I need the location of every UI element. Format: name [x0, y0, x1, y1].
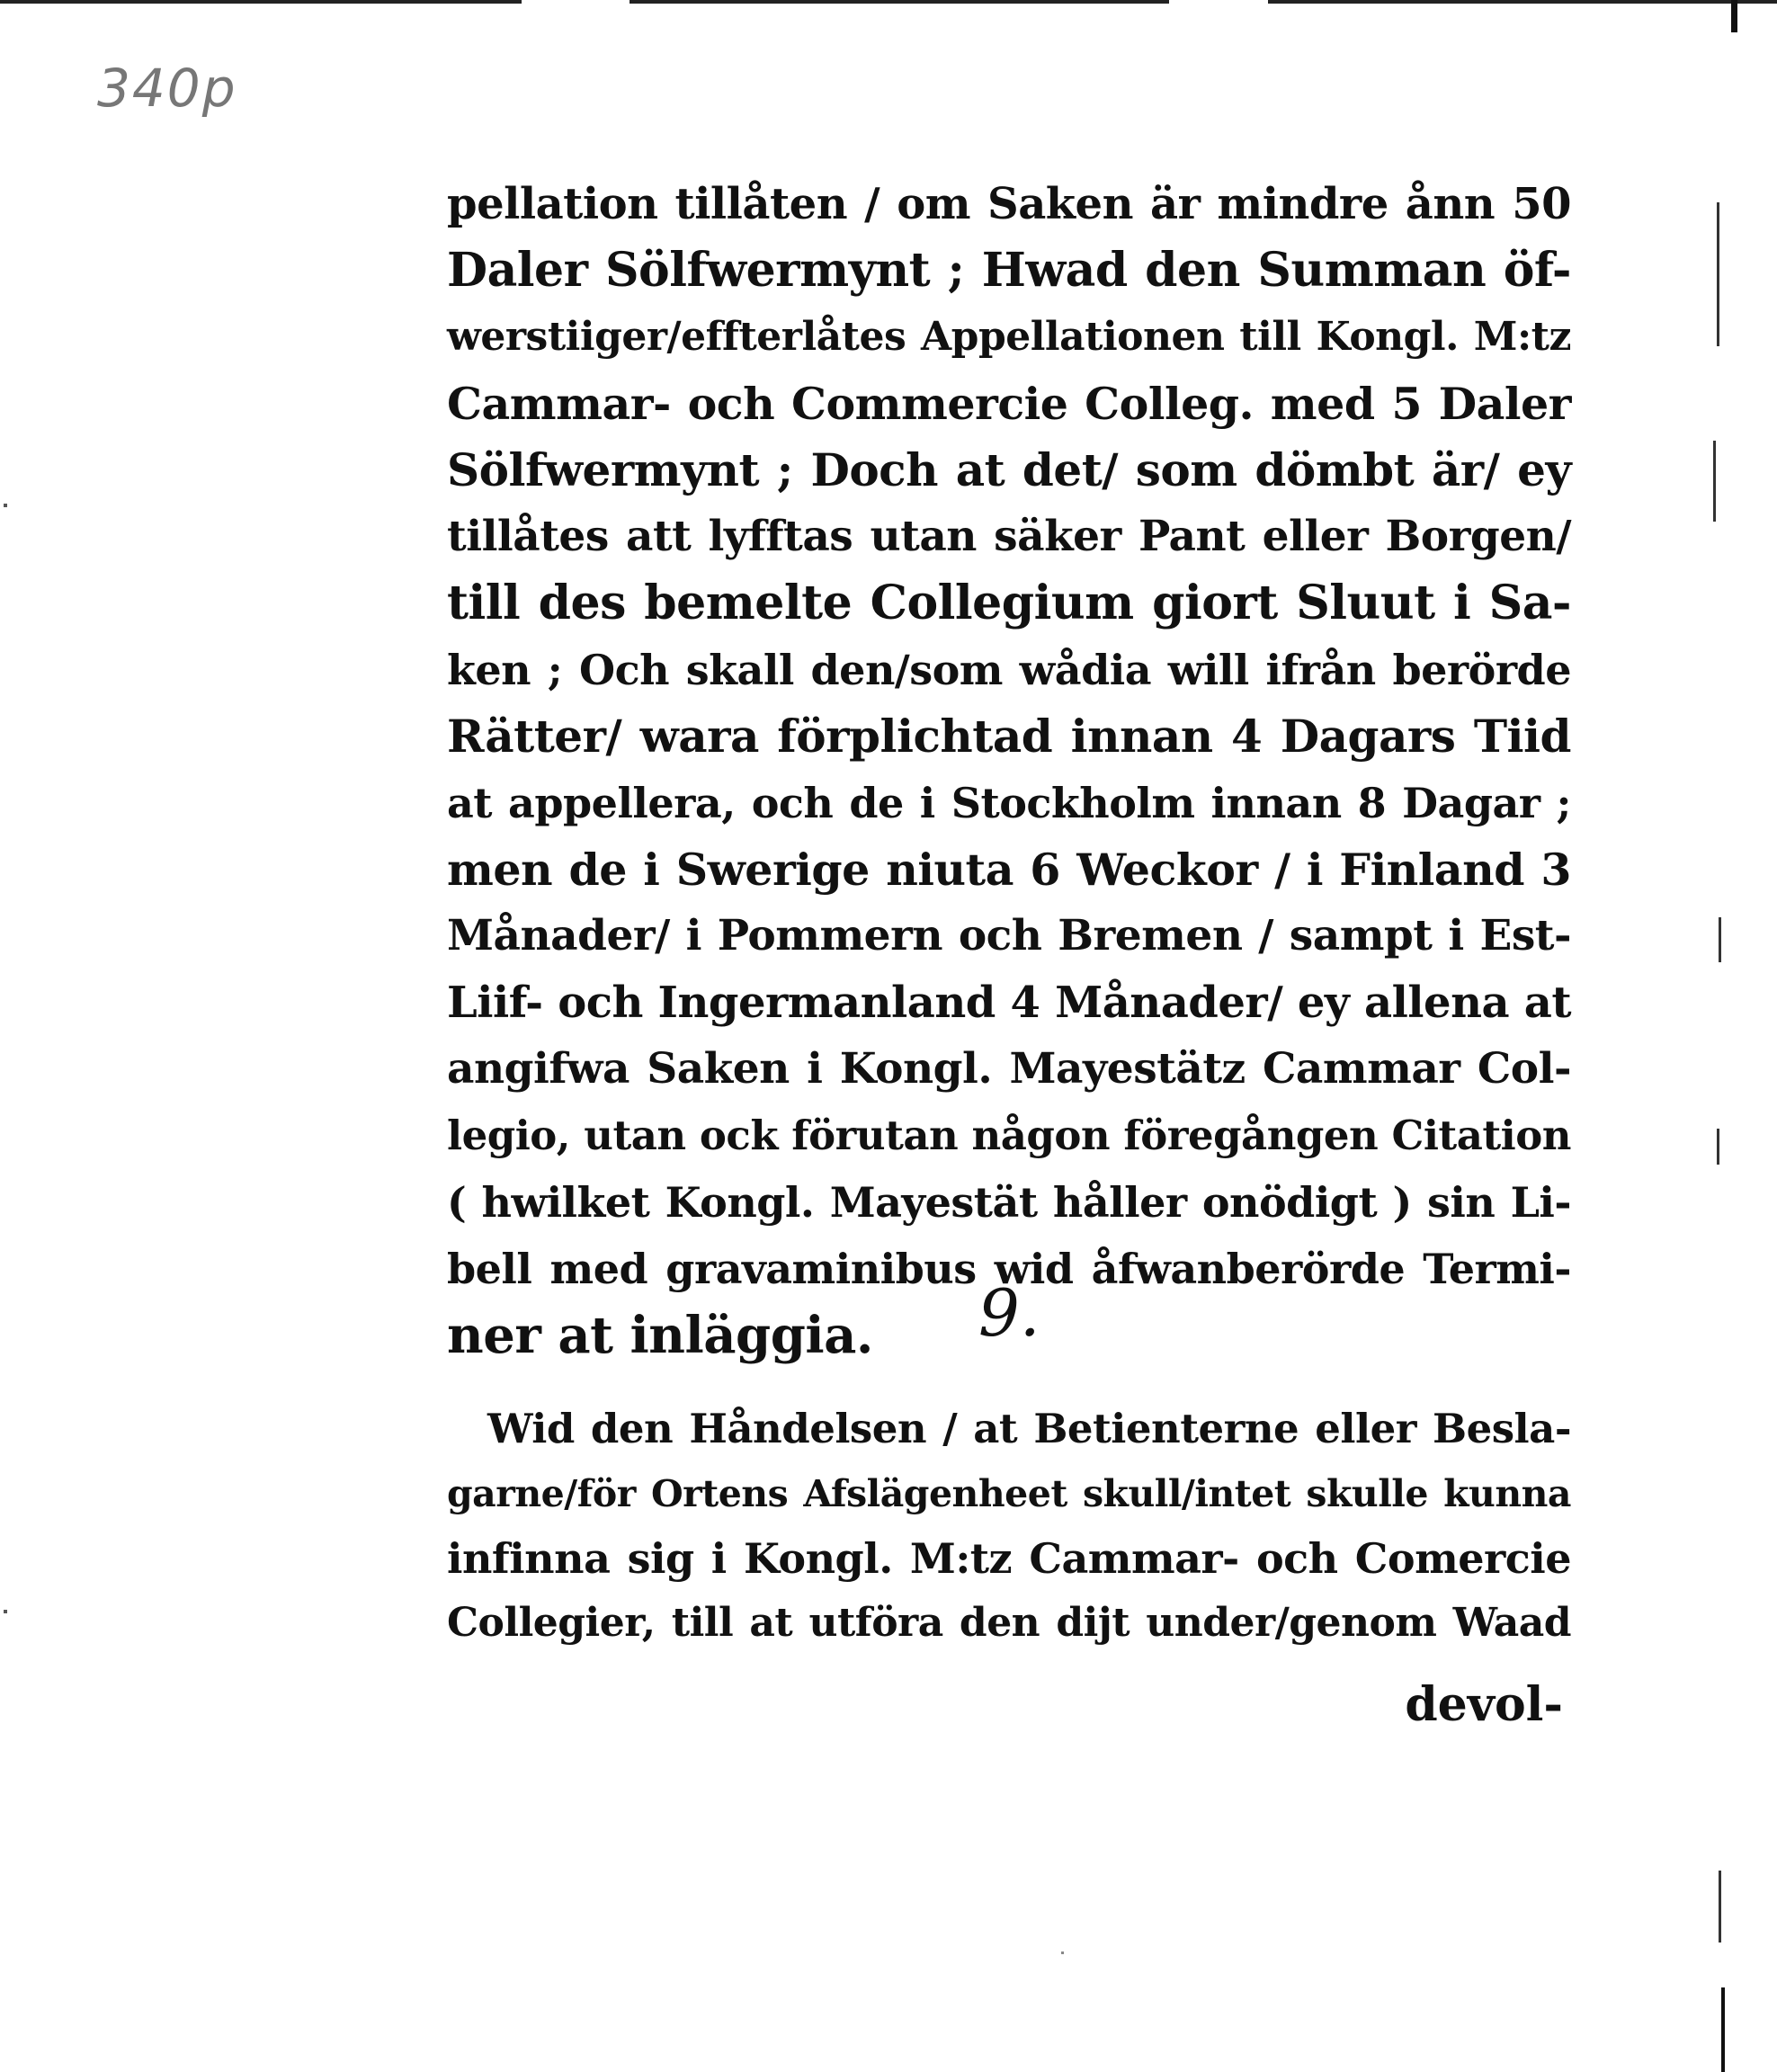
page-top-border: [0, 0, 1777, 4]
border-gap: [1169, 0, 1268, 4]
text-line: Wid den Håndelsen / at Betienterne eller Besla-: [487, 1405, 1571, 1452]
scan-speck: [4, 1610, 7, 1613]
text-line: Månader/ i Pommern och Bremen / sampt i Est-: [447, 911, 1571, 960]
margin-line: [1717, 202, 1719, 346]
text-line: Liif- och Ingermanland 4 Månader/ ey allena at: [447, 978, 1571, 1028]
text-line: pellation tillåten / om Saken är mindre ånn 50: [447, 179, 1571, 229]
text-line: ken ; Och skall den/som wådia will ifrån berörde: [447, 646, 1571, 694]
margin-line: [1719, 1871, 1721, 1942]
text-line: ner at inläggia.: [447, 1306, 873, 1365]
text-line: ( hwilket Kongl. Mayestät håller onödigt ) sin Li-: [447, 1178, 1571, 1227]
corner-mark: [1731, 0, 1737, 32]
scan-speck: [1061, 1951, 1064, 1954]
margin-line: [1721, 1987, 1725, 2072]
margin-line: [1719, 917, 1721, 962]
text-line: men de i Swerige niuta 6 Weckor / i Finland 3: [447, 844, 1571, 896]
text-line: garne/för Ortens Afslägenheet skull/intet skulle kunna: [447, 1472, 1571, 1515]
text-line: Daler Sölfwermynt ; Hwad den Summan öf-: [447, 243, 1571, 298]
text-line: angifwa Saken i Kongl. Mayestätz Cammar Col-: [447, 1044, 1571, 1094]
margin-line: [1713, 441, 1716, 522]
text-line: at appellera, och de i Stockholm innan 8 Dagar ;: [447, 779, 1571, 827]
text-line: infinna sig i Kongl. M:tz Cammar- och Comercie: [447, 1534, 1571, 1583]
paragraph-1: [447, 171, 1571, 1369]
text-line: till des bemelte Collegium giort Sluut i Sa-: [447, 576, 1571, 630]
text-line: Sölfwermynt ; Doch at det/ som dömbt är/ ey: [447, 443, 1571, 496]
text-line: Collegier, till at utföra den dijt under/genom Waad: [447, 1600, 1571, 1646]
scan-speck: [4, 504, 7, 507]
text-line: Rätter/ wara förplichtad innan 4 Dagars Tiid: [447, 710, 1571, 763]
paragraph-2: [447, 1397, 1571, 1656]
border-gap: [522, 0, 630, 4]
handwritten-shelf-mark: 340p: [97, 58, 237, 119]
text-line: werstiiger/effterlåtes Appellationen till Kongl. M:tz: [447, 314, 1571, 360]
text-line: tillåtes att lyfftas utan säker Pant eller Borgen/: [447, 512, 1571, 561]
margin-line: [1717, 1129, 1719, 1165]
text-line: legio, utan ock förutan någon föregången Citation: [447, 1112, 1571, 1159]
section-number: 9.: [978, 1275, 1040, 1351]
text-line: bell med gravaminibus wid åfwanberörde Termi-: [447, 1245, 1571, 1293]
catchword: devol-: [1405, 1677, 1563, 1732]
text-line: Cammar- och Commercie Colleg. med 5 Daler: [447, 378, 1571, 430]
